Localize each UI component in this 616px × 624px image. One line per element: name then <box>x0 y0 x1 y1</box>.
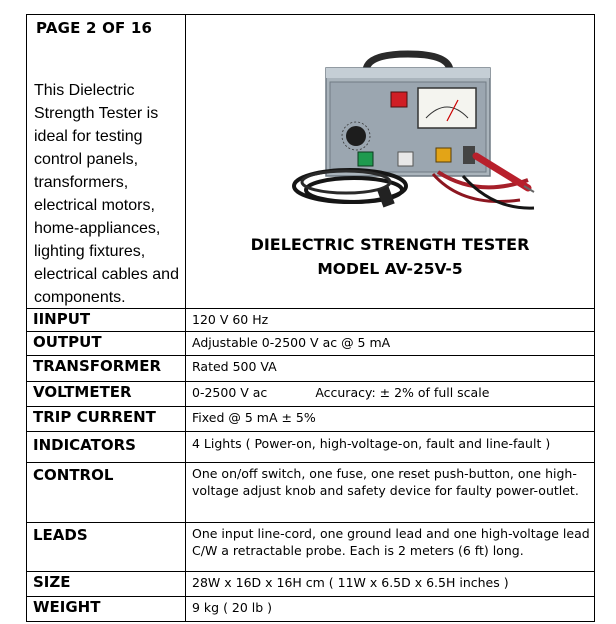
spec-value: 9 kg ( 20 lb ) <box>186 597 595 622</box>
product-model: MODEL AV-25V-5 <box>317 260 463 278</box>
lamp-green-icon <box>358 152 373 166</box>
spec-label: OUTPUT <box>27 332 186 356</box>
product-title: DIELECTRIC STRENGTH TESTER <box>250 235 530 254</box>
reset-button-icon <box>398 152 413 166</box>
intro-text: This Dielectric Strength Tester is ideal for testing control panels, transformers, electrical motors, home-appliances, lighting fixtures, electrical cables and components. <box>34 82 179 306</box>
intro-cell <box>27 15 186 309</box>
voltmeter-accuracy: Accuracy: ± 2% of full scale <box>315 385 490 400</box>
spec-value: 120 V 60 Hz <box>186 309 595 332</box>
voltmeter-range: 0-2500 V ac <box>192 385 268 400</box>
page-number: PAGE 2 OF 16 <box>36 19 153 37</box>
spec-row-voltmeter <box>27 382 595 407</box>
lamp-amber-icon <box>436 148 451 162</box>
spec-label: LEADS <box>27 523 186 572</box>
product-cell <box>186 15 595 309</box>
spec-sheet <box>26 14 594 622</box>
spec-row-trip-current <box>27 407 595 432</box>
spec-label: VOLTMETER <box>27 382 186 407</box>
spec-label: SIZE <box>27 572 186 597</box>
spec-row-input <box>27 309 595 332</box>
spec-label: TRANSFORMER <box>27 356 186 382</box>
product-photo <box>288 48 536 213</box>
spec-label: IINPUT <box>27 309 186 332</box>
spec-value: Adjustable 0-2500 V ac @ 5 mA <box>186 332 595 356</box>
spec-label: TRIP CURRENT <box>27 407 186 432</box>
spec-row-weight <box>27 597 595 622</box>
spec-row-size <box>27 572 595 597</box>
spec-row-leads <box>27 523 595 572</box>
voltmeter-icon <box>418 88 476 128</box>
spec-row-transformer <box>27 356 595 382</box>
knob-icon <box>346 126 366 146</box>
spec-table <box>26 14 595 622</box>
spec-value: Fixed @ 5 mA ± 5% <box>186 407 595 432</box>
spec-label: CONTROL <box>27 463 186 523</box>
spec-row-control <box>27 463 595 523</box>
spec-value: Rated 500 VA <box>186 356 595 382</box>
spec-value: 28W x 16D x 16H cm ( 11W x 6.5D x 6.5H inches ) <box>186 572 595 597</box>
spec-value: One on/off switch, one fuse, one reset push-button, one high-voltage adjust knob and safety device for faulty power-outlet. <box>186 463 595 523</box>
spec-value: 4 Lights ( Power-on, high-voltage-on, fault and line-fault ) <box>186 432 595 463</box>
lamp-red-icon <box>391 92 407 107</box>
spec-label: INDICATORS <box>27 432 186 463</box>
spec-label: WEIGHT <box>27 597 186 622</box>
spec-value: One input line-cord, one ground lead and one high-voltage lead C/W a retractable probe. Each is 2 meters (6 ft) long. <box>186 523 595 572</box>
spec-value <box>186 382 595 407</box>
spec-row-output <box>27 332 595 356</box>
spec-row-indicators <box>27 432 595 463</box>
